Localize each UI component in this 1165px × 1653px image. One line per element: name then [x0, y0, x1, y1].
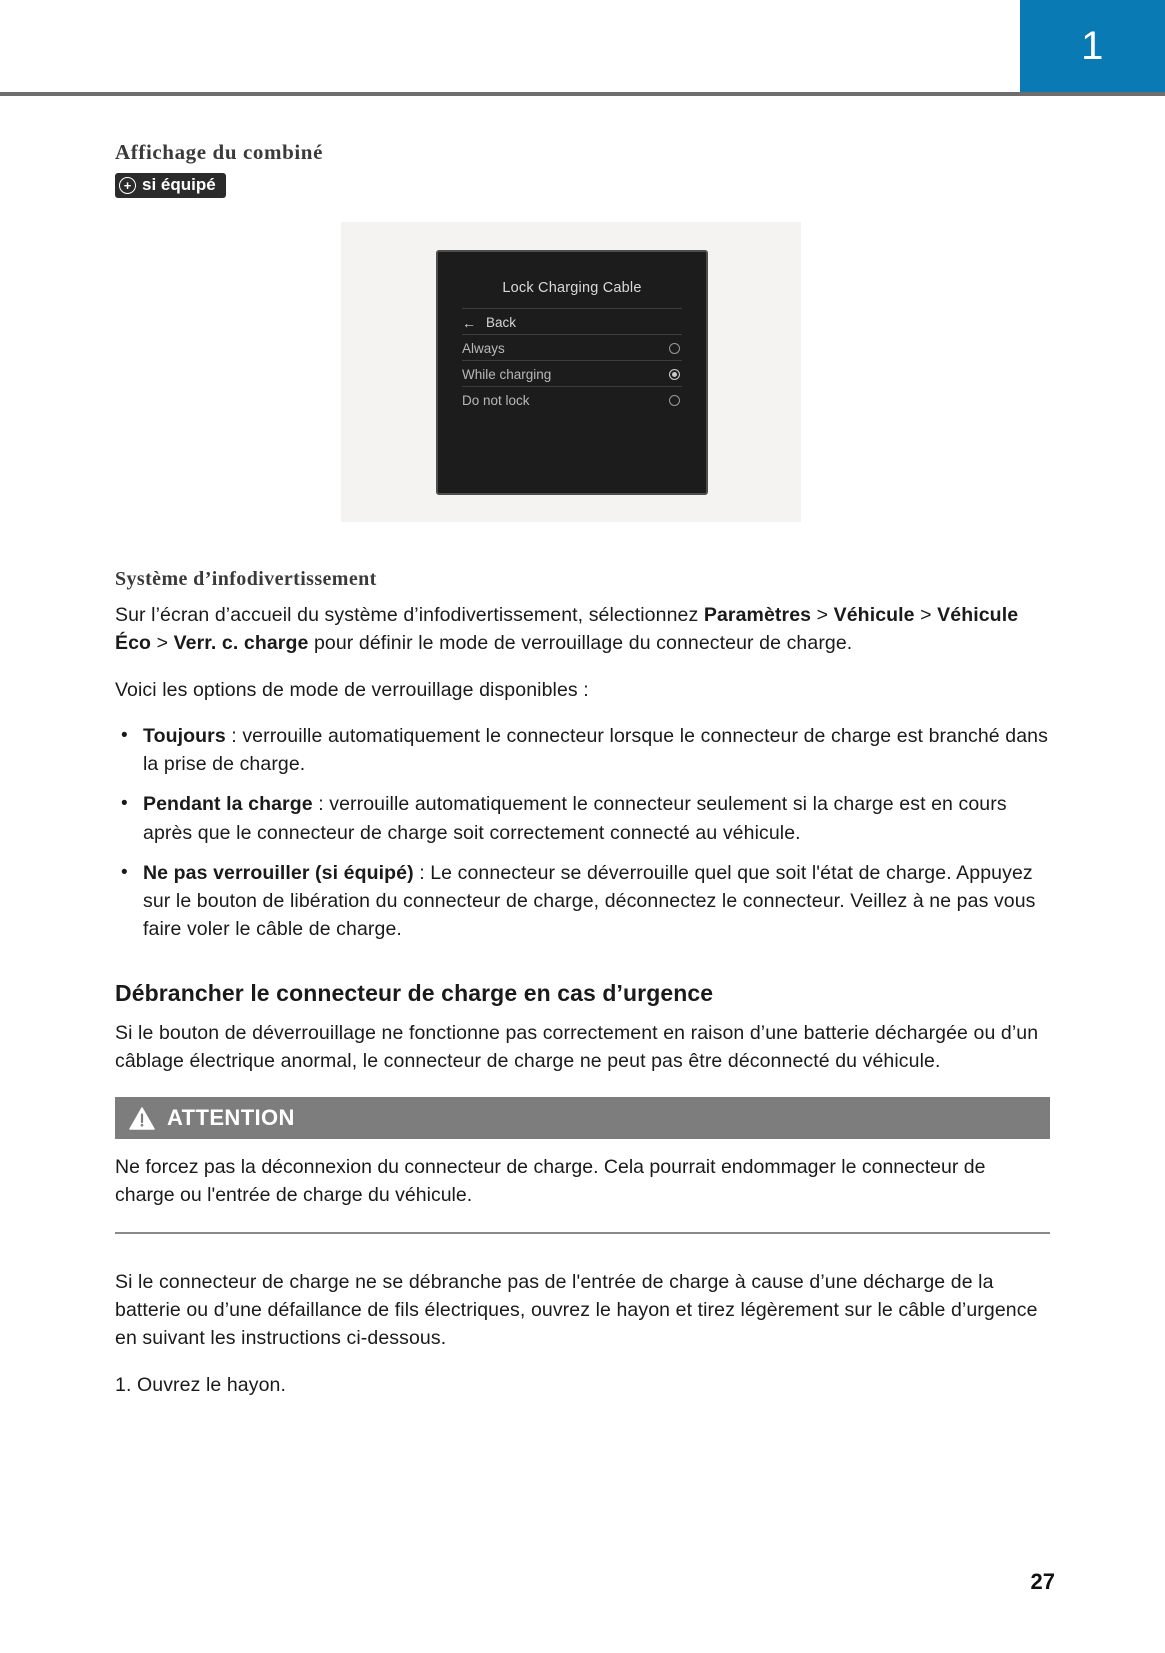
cluster-option-row[interactable]	[462, 386, 682, 412]
cluster-display-figure	[341, 222, 801, 522]
lock-mode-options-list	[115, 722, 1050, 944]
intro-bold-vehicle: Véhicule	[833, 604, 915, 626]
option-description: : verrouille automatiquement le connecteur seulement si la charge est en cours après que le connecteur de charge soit correctement connecté au véhicule.	[143, 793, 1007, 844]
page-content	[115, 140, 1050, 1417]
cluster-screen	[436, 250, 708, 495]
intro-bold-settings: Paramètres	[703, 604, 812, 626]
intro-text-3: >	[914, 604, 938, 626]
intro-text-5: pour définir le mode de verrouillage du connecteur de charge.	[308, 632, 853, 655]
caution-text: Ne forcez pas la déconnexion du connecteur de charge. Cela pourrait endommager le connecteur de charge ou l'entrée de charge du véhicule.	[115, 1156, 986, 1207]
intro-text-1: Sur l’écran d’accueil du système d’infodivertissement, sélectionnez	[115, 604, 704, 626]
options-intro: Voici les options de mode de verrouillage disponibles :	[115, 678, 589, 701]
option-term: Toujours	[143, 724, 226, 747]
cluster-option-label: While charging	[462, 367, 552, 382]
caution-label: ATTENTION	[167, 1105, 295, 1131]
if-equipped-badge	[115, 173, 226, 198]
intro-bold-lock-charge: Verr. c. charge	[173, 632, 309, 655]
page-number: 27	[1030, 1569, 1055, 1594]
caution-bar	[115, 1097, 1050, 1139]
cluster-back-row[interactable]	[462, 308, 682, 334]
cluster-option-row[interactable]	[462, 334, 682, 360]
after-caution-paragraph: Si le connecteur de charge ne se débranche pas de l'entrée de charge à cause d’une décharge de la batterie ou d’une défaillance de fils électriques, ouvrez le hayon et tirez légèrement sur le câble d’urgence en suivant les instructions ci-dessous.	[115, 1270, 1038, 1350]
option-term: Ne pas verrouiller (si équipé)	[143, 861, 414, 884]
infotainment-title: Système d’infodivertissement	[115, 568, 377, 590]
warning-triangle-icon	[129, 1107, 155, 1130]
cluster-option-label: Always	[462, 341, 505, 356]
list-item	[115, 859, 1050, 944]
radio-icon[interactable]	[669, 395, 680, 406]
radio-icon[interactable]	[669, 343, 680, 354]
radio-selected-icon[interactable]	[669, 369, 680, 380]
section-title: Affichage du combiné	[115, 140, 323, 164]
option-description: : Le connecteur se déverrouille quel que soit l'état de charge. Appuyez sur le bouton de libération du connecteur de charge, déconnectez le connecteur. Veillez à ne pas vous faire voler le câble de charge.	[143, 861, 1036, 941]
cluster-option-row[interactable]	[462, 360, 682, 386]
emergency-paragraph: Si le bouton de déverrouillage ne fonctionne pas correctement en raison d’une batterie déchargée ou d’un câblage électrique anormal, le connecteur de charge ne peut pas être déconnecté du véhicule.	[115, 1021, 1039, 1072]
header-rule	[0, 92, 1165, 96]
step-1: 1. Ouvrez le hayon.	[115, 1373, 286, 1396]
cluster-back-label: Back	[486, 315, 517, 330]
caution-bottom-rule	[115, 1232, 1050, 1234]
intro-text-4: >	[151, 632, 174, 655]
arrow-left-icon: ←	[462, 314, 476, 331]
chapter-number: 1	[1081, 23, 1104, 68]
cluster-option-label: Do not lock	[462, 393, 530, 408]
option-term: Pendant la charge	[143, 793, 313, 816]
plus-icon: +	[119, 177, 136, 194]
if-equipped-label: si équipé	[142, 175, 216, 194]
cluster-title: Lock Charging Cable	[502, 280, 642, 296]
list-item	[115, 722, 1050, 779]
infotainment-intro-paragraph	[115, 601, 1050, 658]
intro-text-2: >	[811, 604, 834, 626]
emergency-heading: Débrancher le connecteur de charge en cas d’urgence	[115, 979, 714, 1006]
intro-bold-eco-vehicle: Véhicule Éco	[115, 604, 1019, 655]
list-item	[115, 790, 1050, 847]
option-description: : verrouille automatiquement le connecteur lorsque le connecteur de charge est branché dans la prise de charge.	[143, 724, 1048, 776]
chapter-number-tab	[1020, 0, 1165, 92]
